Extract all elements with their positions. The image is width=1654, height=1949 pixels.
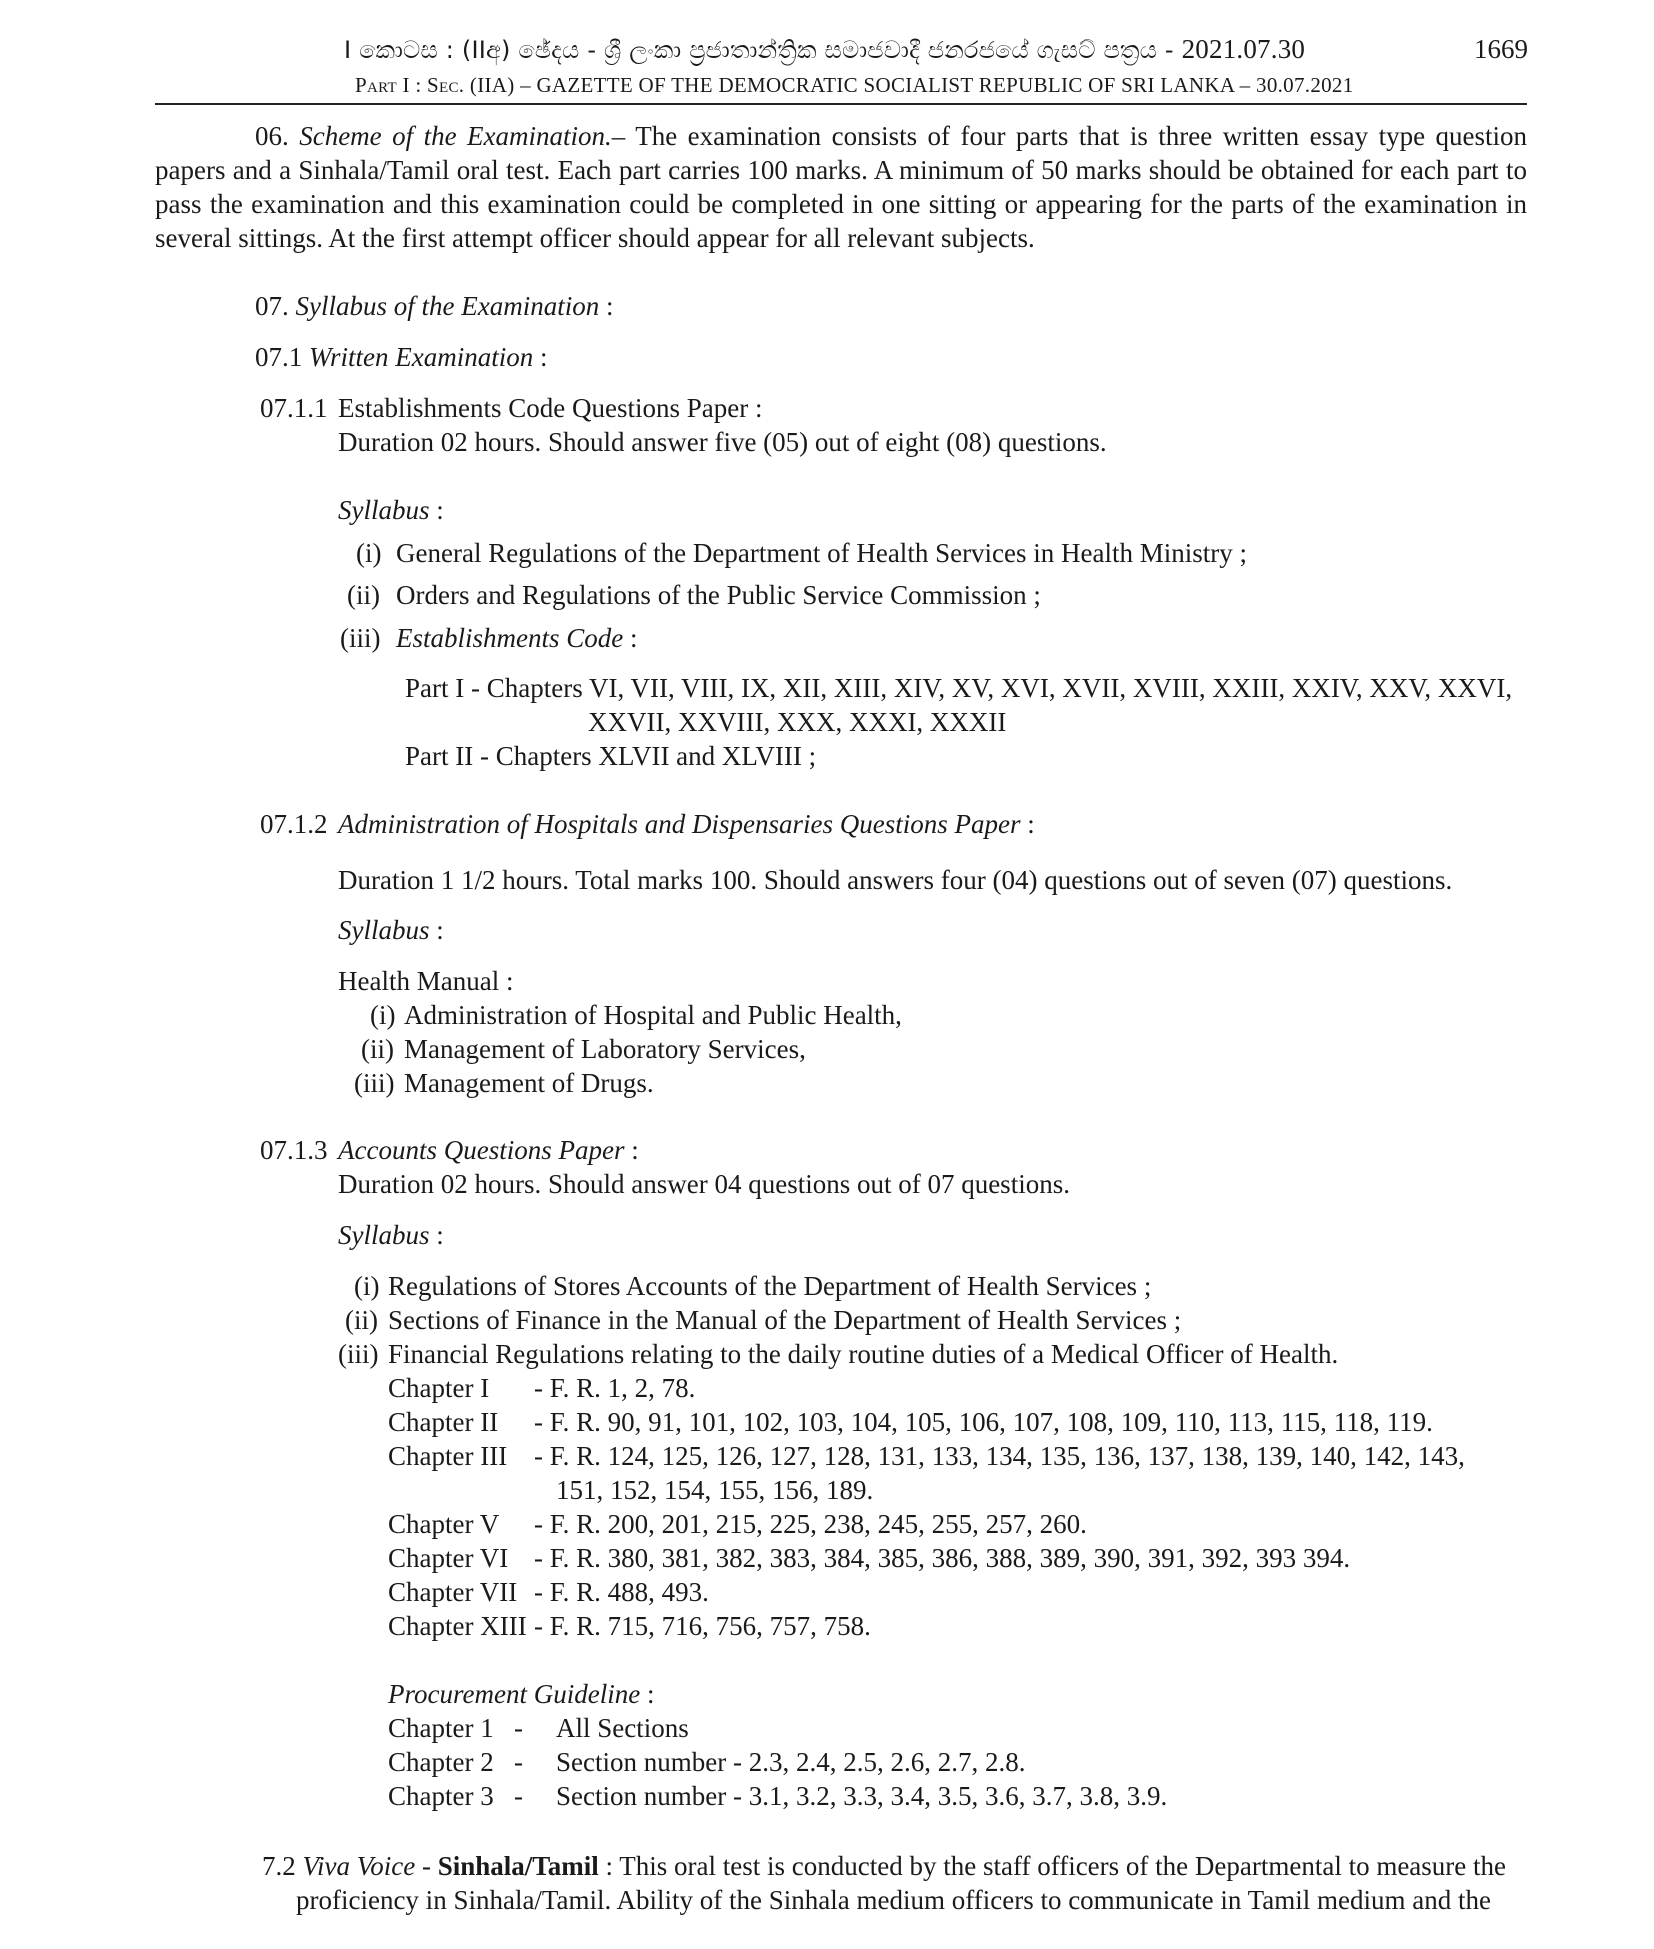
procurement-chapter: Chapter 2 [388,1747,494,1777]
part1-line1: Chapters VI, VII, VIII, IX, XII, XIII, XIV, XV, XVI, XVII, XVIII, XXIII, XXIV, XXV, XXVI, [486,673,1513,703]
procurement-colon: : [640,1679,655,1709]
chapter-name: Chapter I [388,1373,490,1403]
section-07-number: 07. [255,291,289,321]
section-0713-syllabus-text: Syllabus [338,1220,430,1250]
chapter-name: Chapter V [388,1509,500,1539]
page-number: 1669 [1474,34,1528,64]
english-header: Part I : Sec. (IIA) – GAZETTE OF THE DEMOCRATIC SOCIALIST REPUBLIC OF SRI LANKA – 30.07.2021 [355,73,1354,97]
procurement-chapter: Chapter 3 [388,1781,494,1811]
section-0711-item-3-num: (iii) [340,623,381,653]
section-0712-item-1-text: Administration of Hospital and Public Health, [404,1000,902,1030]
section-0712-item-1-num: (i) [370,1000,396,1030]
section-0712-syllabus-label [338,913,444,947]
chapter-name: Chapter III [388,1441,508,1471]
procurement-dash: - [514,1747,523,1777]
section-0712-colon: : [1020,809,1035,839]
section-72-dash: - [415,1851,438,1881]
section-72-line2: proficiency in Sinhala/Tamil. Ability of the Sinhala medium officers to communicate in Tamil medium and the [296,1885,1491,1915]
part1-line2: XXVII, XXVIII, XXX, XXXI, XXXII [588,707,1007,737]
section-0712-title-text: Administration of Hospitals and Dispensaries Questions Paper [338,809,1021,839]
sinhala-header-text: I කොටස : (IIඅ) ඡේදය - ශ්‍රී ලංකා ප්‍රජාතාන්ත්‍රික සමාජවාදී ජනරජයේ ගැසට් පත්‍රය - [344,36,1182,64]
section-0711-item-3-colon: : [623,623,638,653]
chapter-fr: - F. R. 200, 201, 215, 225, 238, 245, 255, 257, 260. [534,1509,1087,1539]
procurement-text: Section number - 3.1, 3.2, 3.3, 3.4, 3.5, 3.6, 3.7, 3.8, 3.9. [556,1781,1168,1811]
section-06-title: Scheme of the Examination.– [299,121,626,151]
chapter-fr: - F. R. 90, 91, 101, 102, 103, 104, 105, 106, 107, 108, 109, 110, 113, 115, 118, 119. [534,1407,1433,1437]
procurement-label-text: Procurement Guideline [388,1679,641,1709]
section-071-number: 07.1 [255,342,303,372]
chapter-name: Chapter VII [388,1577,518,1607]
section-06-paragraph [155,119,1527,255]
section-071-heading [255,340,548,374]
section-0712-number: 07.1.2 [260,809,328,839]
chapter-name: Chapter II [388,1407,499,1437]
chapter-fr: - F. R. 1, 2, 78. [534,1373,696,1403]
section-0711-item-3-label: Establishments Code [396,623,624,653]
section-0713-syllabus-label [338,1218,444,1252]
section-0712-syllabus-colon: : [429,915,444,945]
section-72-bold: Sinhala/Tamil [437,1851,599,1881]
section-0711-duration: Duration 02 hours. Should answer five (05) out of eight (08) questions. [338,427,1107,457]
procurement-dash: - [514,1713,523,1743]
part1-label: Part I - [405,673,487,703]
section-06-number: 06. [255,121,289,151]
section-72-title: Viva Voice [302,1851,416,1881]
part1-chapters [405,671,1512,705]
section-0713-item-1-text: Regulations of Stores Accounts of the Department of Health Services ; [388,1271,1152,1301]
section-0713-item-3-text: Financial Regulations relating to the daily routine duties of a Medical Officer of Health. [388,1339,1339,1369]
section-0713-item-3-num: (iii) [338,1339,379,1369]
sinhala-header-date: 2021.07.30 [1181,34,1306,64]
section-72-line1-rest: : This oral test is conducted by the staff officers of the Departmental to measure the [598,1851,1507,1881]
procurement-label [388,1677,654,1711]
section-071-title: Written Examination [309,342,534,372]
sinhala-header [344,32,1305,67]
procurement-text: Section number - 2.3, 2.4, 2.5, 2.6, 2.7, 2.8. [556,1747,1026,1777]
section-0711-item-1-num: (i) [356,538,382,568]
section-0713-title [338,1133,639,1167]
section-0711-title: Establishments Code Questions Paper : [338,393,763,423]
section-07-title: Syllabus of the Examination [295,291,600,321]
section-0711-item-1-text: General Regulations of the Department of Health Services in Health Ministry ; [396,538,1248,568]
section-0712-item-3-num: (iii) [354,1068,395,1098]
section-0711-item-3-text [396,621,638,655]
section-0711-syllabus-text: Syllabus [338,495,430,525]
section-0712-item-2-text: Management of Laboratory Services, [404,1034,806,1064]
section-0713-item-1-num: (i) [354,1271,380,1301]
procurement-text: All Sections [556,1713,689,1743]
section-0712-item-2-num: (ii) [361,1034,394,1064]
section-0713-syllabus-colon: : [429,1220,444,1250]
procurement-dash: - [514,1781,523,1811]
section-07-colon: : [599,291,614,321]
procurement-chapter: Chapter 1 [388,1713,494,1743]
section-0712-item-3-text: Management of Drugs. [404,1068,654,1098]
section-0712-title [338,807,1035,841]
section-06-body: The examination consists of four parts that is three written essay type question papers and a Sinhala/Tamil oral test. Each part carries 100 marks. A minimum of 50 marks should be obtained for each part to pass the examination and this examination could be completed in one sitting or appearing for the parts of the examination in several sittings. At the first attempt officer should appear for all relevant subjects. [155,121,1528,253]
section-0713-duration: Duration 02 hours. Should answer 04 questions out of 07 questions. [338,1169,1070,1199]
section-0713-colon: : [624,1135,639,1165]
section-72-line1 [262,1849,1506,1883]
section-0713-number: 07.1.3 [260,1135,328,1165]
section-0713-item-2-text: Sections of Finance in the Manual of the Department of Health Services ; [388,1305,1182,1335]
section-0711-number: 07.1.1 [260,393,328,423]
chapter-fr: - F. R. 380, 381, 382, 383, 384, 385, 386, 388, 389, 390, 391, 392, 393 394. [534,1543,1351,1573]
chapter-fr-continued: 151, 152, 154, 155, 156, 189. [556,1475,874,1505]
chapter-name: Chapter VI [388,1543,509,1573]
section-0713-title-text: Accounts Questions Paper [338,1135,625,1165]
chapter-fr: - F. R. 488, 493. [534,1577,709,1607]
section-07-heading [255,289,613,323]
chapter-fr: - F. R. 715, 716, 756, 757, 758. [534,1611,871,1641]
chapter-fr: - F. R. 124, 125, 126, 127, 128, 131, 133, 134, 135, 136, 137, 138, 139, 140, 142, 143, [534,1441,1465,1471]
section-0711-item-2-text: Orders and Regulations of the Public Service Commission ; [396,580,1041,610]
section-0711-syllabus-label [338,493,444,527]
part2-chapters: Part II - Chapters XLVII and XLVIII ; [405,741,817,771]
section-0713-item-2-num: (ii) [345,1305,378,1335]
section-071-colon: : [533,342,548,372]
header-rule [155,103,1527,105]
section-0711-syllabus-colon: : [429,495,444,525]
section-0711-item-2-num: (ii) [347,580,380,610]
section-72-number: 7.2 [262,1851,296,1881]
health-manual-label: Health Manual : [338,966,514,996]
chapter-name: Chapter XIII [388,1611,527,1641]
section-0712-duration: Duration 1 1/2 hours. Total marks 100. Should answers four (04) questions out of seven (07) questions. [338,865,1453,895]
section-0712-syllabus-text: Syllabus [338,915,430,945]
